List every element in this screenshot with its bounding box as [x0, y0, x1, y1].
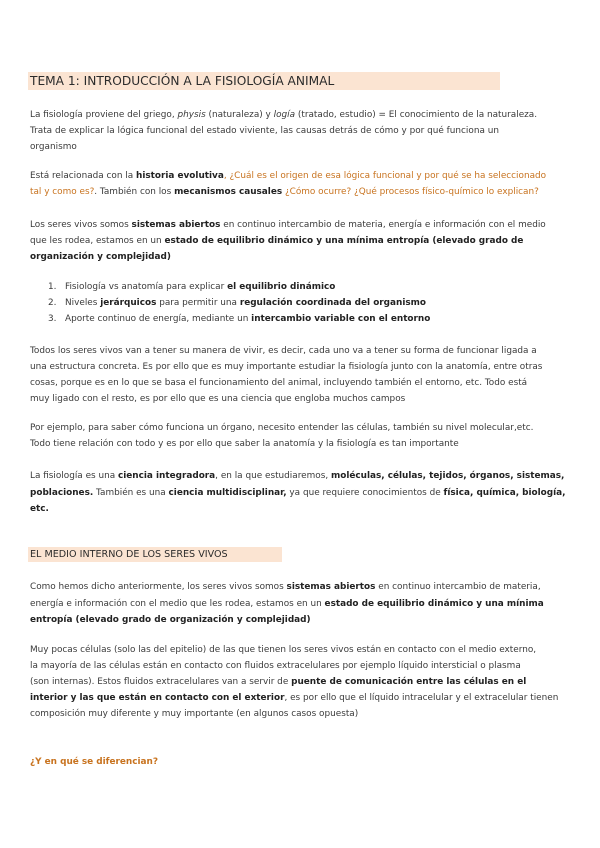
p2-line2: tal y como es?. También con los mecanismos causales ¿Cómo ocurre? ¿Qué procesos físico-químico lo explican?	[30, 187, 539, 197]
p5-line2: Todo tiene relación con todo y es por ello que saber la anatomía y la fisiología es tan importante	[30, 439, 459, 449]
p8-line4: interior y las que están en contacto con el exterior, es por ello que el líquido intracelular y el extracelular tienen	[30, 693, 559, 703]
p8-line2: la mayoría de las células están en contacto con fluidos extracelulares por ejemplo líquido intersticial o plasma	[30, 661, 521, 671]
p6-line3: etc.	[30, 504, 49, 514]
p1-line2: Trata de explicar la lógica funcional del estado viviente, las causas detrás de cómo y por qué funciona un	[30, 126, 499, 136]
list-item: 1. Fisiología vs anatomía para explicar el equilibrio dinámico	[48, 282, 336, 292]
p3-line1: Los seres vivos somos sistemas abiertos en continuo intercambio de materia, energía e información con el medio	[30, 220, 546, 230]
p6-line2: poblaciones. También es una ciencia multidisciplinar, ya que requiere conocimientos de física, química, biología,	[30, 488, 566, 498]
section-title: EL MEDIO INTERNO DE LOS SERES VIVOS	[30, 549, 228, 560]
p4-line3: cosas, porque es en lo que se basa el funcionamiento del animal, incluyendo también el entorno, etc. Todo está	[30, 378, 528, 388]
p3-line2: que les rodea, estamos en un estado de equilibrio dinámico y una mínima entropía (elevado grado de	[30, 236, 524, 246]
p7-line1: Como hemos dicho anteriormente, los seres vivos somos sistemas abiertos en continuo intercambio de materia,	[30, 582, 541, 592]
page-title: TEMA 1: INTRODUCCIÓN A LA FISIOLOGÍA ANIMAL	[30, 74, 335, 88]
p8-line1: Muy pocas células (solo las del epitelio) de las que tienen los seres vivos están en contacto con el medio externo,	[30, 645, 537, 655]
p1-line1: La fisiología proviene del griego, physis (naturaleza) y logía (tratado, estudio) = El conocimiento de la naturaleza.	[30, 110, 538, 120]
p6-line1: La fisiología es una ciencia integradora, en la que estudiaremos, moléculas, células, tejidos, órganos, sistemas,	[30, 471, 565, 481]
list-item: 3. Aporte continuo de energía, mediante un intercambio variable con el entorno	[48, 314, 431, 324]
p8-line5: composición muy diferente y muy importante (en algunos casos opuesta)	[30, 709, 359, 719]
p8-line3: (son internas). Estos fluidos extracelulares van a servir de puente de comunicación entre las células en el	[30, 677, 527, 687]
section-question: ¿Y en qué se diferencian?	[30, 757, 159, 767]
p4-line4: muy ligado con el resto, es por ello que es una ciencia que engloba muchos campos	[30, 394, 406, 404]
p7-line2: energía e información con el medio que les rodea, estamos en un estado de equilibrio dinámico y una mínima	[30, 599, 544, 609]
p3-line3: organización y complejidad)	[30, 252, 171, 262]
p4-line1: Todos los seres vivos van a tener su manera de vivir, es decir, cada uno va a tener su forma de funcionar ligada a	[30, 346, 537, 356]
p1-line3: organismo	[30, 142, 77, 152]
p7-line3: entropía (elevado grado de organización y complejidad)	[30, 615, 311, 625]
p5-line1: Por ejemplo, para saber cómo funciona un órgano, necesito entender las células, también su nivel molecular,etc.	[30, 423, 534, 433]
p4-line2: una estructura concreta. Es por ello que es muy importante estudiar la fisiología junto con la anatomía, entre otras	[30, 362, 543, 372]
list-item: 2. Niveles jerárquicos para permitir una regulación coordinada del organismo	[48, 298, 426, 308]
p2-line1: Está relacionada con la historia evolutiva, ¿Cuál es el origen de esa lógica funcional y por qué se ha seleccionado	[30, 171, 547, 181]
